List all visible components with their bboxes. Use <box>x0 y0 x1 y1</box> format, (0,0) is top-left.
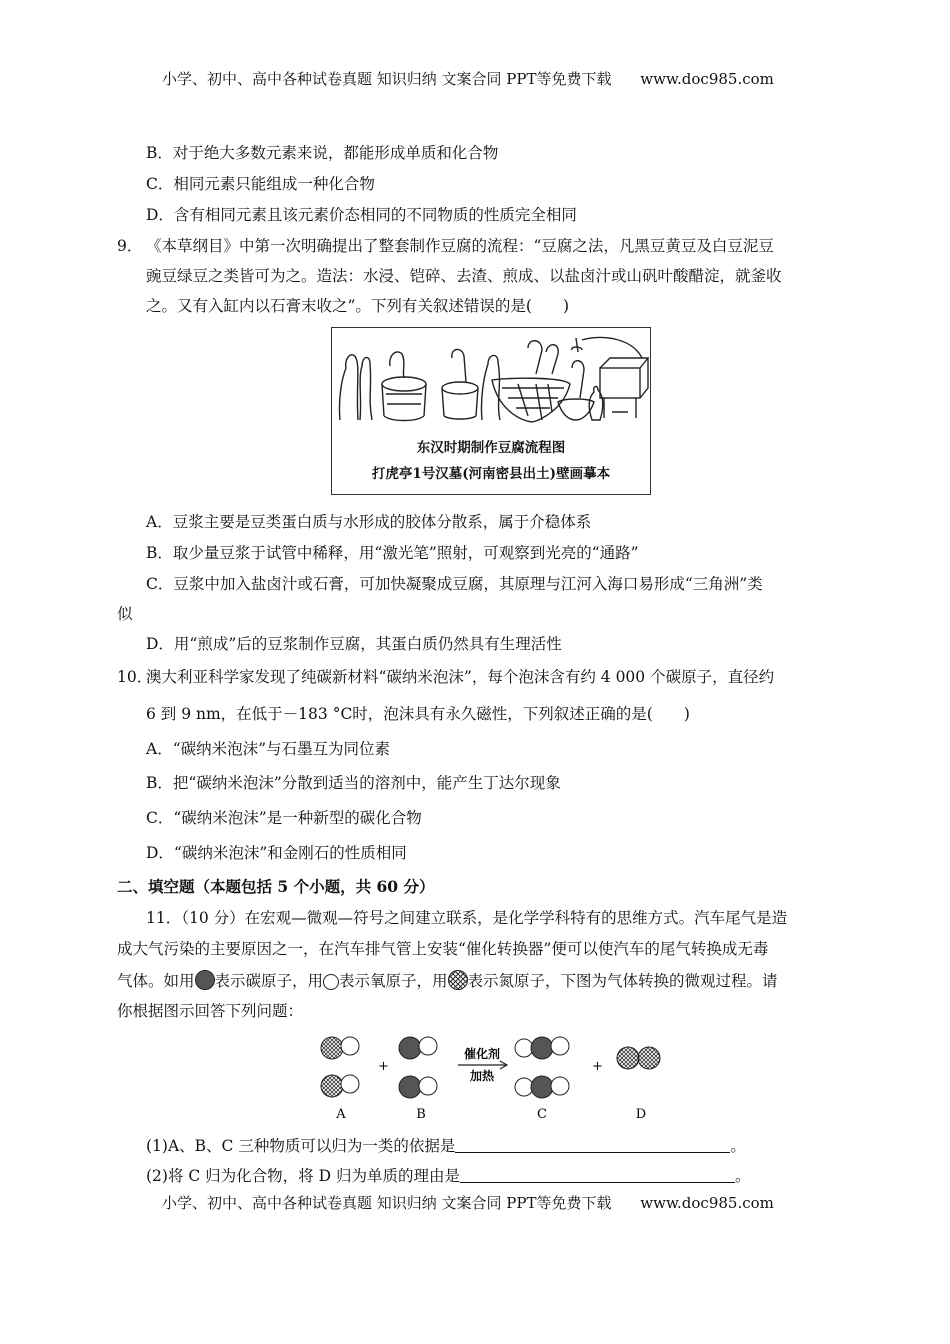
tofu-mural-figure <box>331 327 651 495</box>
q11-sub-2-text: (2)将 C 归为化合物，将 D 归为单质的理由是 <box>146 1167 460 1185</box>
page-footer <box>162 1192 774 1213</box>
figure-caption-2: 打虎亭1号汉墓(河南密县出土)壁画摹本 <box>371 466 611 482</box>
q9-option-d: D．用“煎成”后的豆浆制作豆腐，其蛋白质仍然具有生理活性 <box>146 635 562 653</box>
molecule-b-bottom <box>399 1076 437 1098</box>
q10-option-d: D．“碳纳米泡沫”和金刚石的性质相同 <box>146 844 407 862</box>
answer-blank-2[interactable] <box>460 1167 735 1183</box>
carbon-atom-icon <box>195 970 215 990</box>
q9-option-c: C．豆浆中加入盐卤汁或石膏，可加快凝聚成豆腐，其原理与江河入海口易形成“三角洲”类 <box>146 575 763 593</box>
page-header <box>162 68 774 89</box>
molecule-b-top <box>399 1037 437 1059</box>
footer-text: 小学、初中、高中各种试卷真题 知识归纳 文案合同 PPT等免费下载 <box>162 1194 612 1212</box>
q10-line-1: 澳大利亚科学家发现了纯碳新材料“碳纳米泡沫”，每个泡沫含有约 4 000 个碳原子，直径约 <box>146 668 775 686</box>
header-url: www.doc985.com <box>640 70 774 88</box>
label-c: C <box>537 1107 547 1122</box>
arrow-label-catalyst: 催化剂 <box>463 1047 501 1061</box>
q11-sub-1-text: (1)A、B、C 三种物质可以归为一类的依据是 <box>146 1137 456 1155</box>
answer-blank-1[interactable] <box>455 1137 730 1153</box>
q11-line-3-b: 表示碳原子，用 <box>214 972 324 990</box>
oxygen-atom-icon <box>323 974 339 990</box>
molecule-reaction-diagram <box>310 1030 680 1125</box>
q11-line-1: 11．（10 分）在宏观—微观—符号之间建立联系，是化学学科特有的思维方式。汽车尾气是造 <box>146 909 788 927</box>
q11-line-2: 成大气污染的主要原因之一，在汽车排气管上安装“催化转换器”便可以使汽车的尾气转换成无毒 <box>117 940 769 958</box>
q11-sub-2 <box>146 1166 750 1186</box>
nitrogen-atom-icon <box>448 970 468 990</box>
q11-line-3 <box>117 970 778 991</box>
q11-line-3-d: 表示氮原子，下图为气体转换的微观过程。请 <box>467 972 778 990</box>
q11-line-4: 你根据图示回答下列问题： <box>117 1002 304 1020</box>
q8-option-c: C．相同元素只能组成一种化合物 <box>146 175 375 193</box>
q9-option-a: A．豆浆主要是豆类蛋白质与水形成的胶体分散系，属于介稳体系 <box>146 513 592 531</box>
q9-number: 9． <box>117 237 143 255</box>
q10-line-2: 6 到 9 nm，在低于－183 °C时，泡沫具有永久磁性，下列叙述正确的是( ) <box>146 705 690 723</box>
q11-line-3-c: 表示氧原子，用 <box>339 972 448 990</box>
q9-option-c-wrap: 似 <box>117 605 133 623</box>
figure-caption-1: 东汉时期制作豆腐流程图 <box>416 440 566 456</box>
q8-option-b: B．对于绝大多数元素来说，都能形成单质和化合物 <box>146 144 499 162</box>
plus-sign-1: + <box>378 1059 389 1074</box>
q10-number: 10． <box>117 668 153 686</box>
arrow-label-heat: 加热 <box>469 1069 495 1083</box>
q11-sub-1-end: 。 <box>730 1137 746 1155</box>
mural-illustration <box>332 328 649 428</box>
q9-line-2: 豌豆绿豆之类皆可为之。造法：水浸、铠碎、去渣、煎成、以盐卤汁或山矾叶酸醋淀，就釜收 <box>146 267 782 285</box>
q11-sub-2-end: 。 <box>734 1167 751 1185</box>
q11-sub-1 <box>146 1136 746 1156</box>
q9-option-b: B．取少量豆浆于试管中稀释，用“激光笔”照射，可观察到光亮的“通路” <box>146 544 639 562</box>
label-d: D <box>635 1107 647 1122</box>
q9-line-1: 《本草纲目》中第一次明确提出了整套制作豆腐的流程：“豆腐之法，凡黑豆黄豆及白豆泥豆 <box>146 237 774 255</box>
section-heading: 二、填空题（本题包括 5 个小题，共 60 分） <box>117 877 435 896</box>
molecule-a-bottom <box>321 1075 359 1097</box>
header-text: 小学、初中、高中各种试卷真题 知识归纳 文案合同 PPT等免费下载 <box>162 70 612 88</box>
molecule-c-top <box>515 1037 569 1059</box>
molecule-d <box>617 1047 660 1069</box>
q10-option-c: C．“碳纳米泡沫”是一种新型的碳化合物 <box>146 809 422 827</box>
q8-option-d: D．含有相同元素且该元素价态相同的不同物质的性质完全相同 <box>146 206 577 224</box>
q11-line-3-a: 气体。如用 <box>117 972 195 990</box>
label-b: B <box>416 1107 426 1122</box>
footer-url: www.doc985.com <box>640 1194 774 1212</box>
plus-sign-2: + <box>592 1059 603 1074</box>
molecule-c-bottom <box>515 1076 569 1098</box>
molecule-a-top <box>321 1037 359 1059</box>
label-a: A <box>336 1107 346 1122</box>
q10-option-a: A．“碳纳米泡沫”与石墨互为同位素 <box>146 740 391 758</box>
q9-line-3: 之。又有入缸内以石膏末收之”。下列有关叙述错误的是( ) <box>146 297 570 315</box>
q10-option-b: B．把“碳纳米泡沫”分散到适当的溶剂中，能产生丁达尔现象 <box>146 774 561 792</box>
